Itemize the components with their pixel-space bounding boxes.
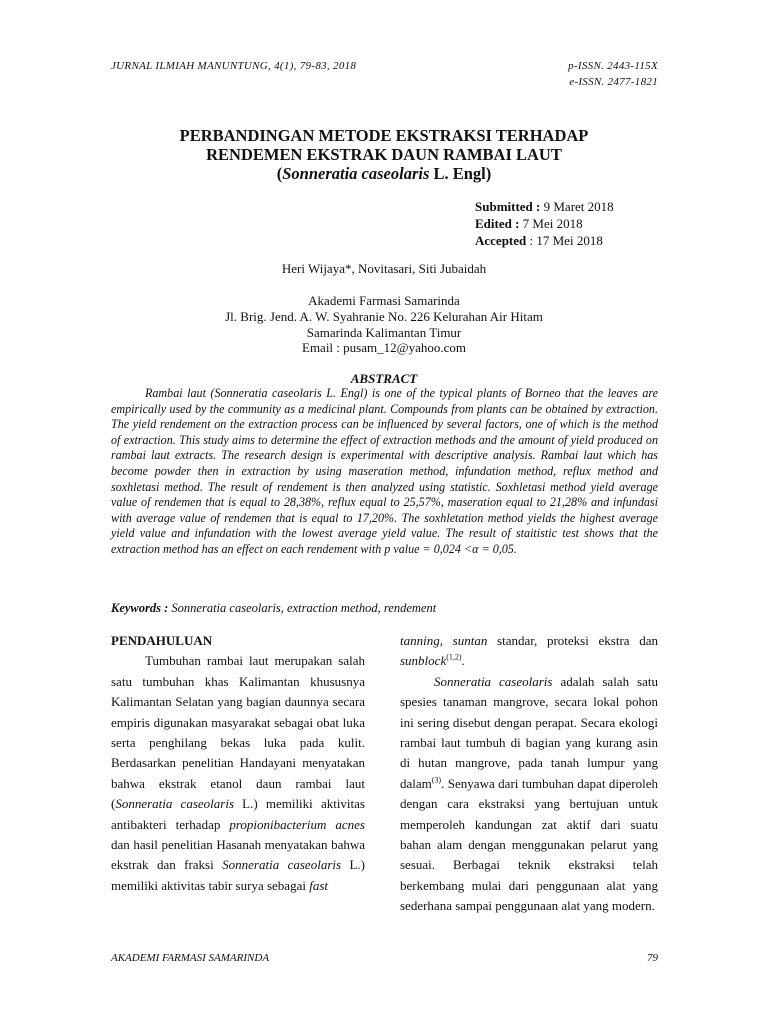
affiliation-address: Jl. Brig. Jend. A. W. Syahranie No. 226 Kelurahan Air Hitam <box>225 309 543 324</box>
accepted-date: Accepted : 17 Mei 2018 <box>475 233 603 248</box>
title-line-2: RENDEMEN EKSTRAK DAUN RAMBAI LAUT <box>206 145 562 164</box>
section-heading: PENDAHULUAN <box>111 633 213 648</box>
edited-date: Edited : 7 Mei 2018 <box>475 216 583 231</box>
keywords: Keywords : Sonneratia caseolaris, extraction method, rendement <box>111 601 437 615</box>
affiliation-city: Samarinda Kalimantan Timur <box>306 325 462 340</box>
abstract-text: Rambai laut (Sonneratia caseolaris L. Engl) is one of the typical plants of Borneo that the leaves are empirically used by the community as a medicinal plant. Compounds from plants can be obtained by extraction. The yield rendement on the extraction process can be influenced by several factors, one of which is the method of extraction. This study aims to determine the effect of extraction methods and the amount of yield produced on rambai laut extracts. The research design is experimental with descriptive analysis. Rambai laut which has become powder then in extraction by using maseration method, infundation method, reflux method and soxhletasi method. The result of rendement is then analyzed using statistic. Soxhletasi method yield average value of rendemen that is equal to 28,38%, reflux equal to 25,57%, maseration equal to 21,28% and infundasi with average value of rendemen that is equal to 17,20%. The soxhletation method yields the highest average yield value and infundation with the lowest average yield value. The result of staitistic test shows that the extraction method has an effect on each rendement with p value = 0,024 <α = 0,05. <box>111 386 658 556</box>
submission-dates <box>475 198 614 249</box>
citation-ref: (3) <box>431 775 442 785</box>
e-issn: e-ISSN. 2477-1821 <box>569 76 658 88</box>
intro-paragraph-1-continued: tanning, suntan standar, proteksi ekstra dan sunblock$^{(1,2)}$. <box>400 633 659 669</box>
left-column <box>111 631 365 896</box>
title-line-1: PERBANDINGAN METODE EKSTRAKSI TERHADAP <box>179 126 589 145</box>
page-number: 79 <box>647 952 658 964</box>
authors: Heri Wijaya*, Novitasari, Siti Jubaidah <box>281 261 487 276</box>
intro-paragraph-2: Sonneratia caseolaris adalah salah satu spesies tanaman mangrove, secara lokal pohon ini sering disebut dengan perapat. Secara ekologi rambai laut tumbuh di bagian yang kurang asin di hutan mangrove, pada tanah lumpur yang dalam$^{(3)}$. Senyawa dari tumbuhan dapat diperoleh dengan cara ekstraksi yang bertujuan untuk memperoleh kandungan zat aktif dari suatu bahan alam dengan menggunakan pelarut yang sesuai. Berbagai teknik ekstraksi telah berkembang mulai dari penggunaan alat yang sederhana sampai penggunaan alat yang modern. <box>400 673 658 914</box>
affiliation-email: Email : pusam_12@yahoo.com <box>302 340 466 355</box>
footer-institution: AKADEMI FARMASI SAMARINDA <box>111 952 270 964</box>
journal-header: JURNAL ILMIAH MANUNTUNG, 4(1), 79-83, 2018 <box>111 60 357 72</box>
submitted-date: Submitted : 9 Maret 2018 <box>475 199 614 214</box>
title-line-3: (Sonneratia caseolaris L. Engl) <box>276 164 492 183</box>
p-issn: p-ISSN. 2443-115X <box>568 60 658 72</box>
affiliation-institution: Akademi Farmasi Samarinda <box>308 293 460 308</box>
right-column <box>400 631 658 917</box>
abstract-heading: ABSTRACT <box>350 371 418 386</box>
citation-ref: (1,2) <box>446 653 462 663</box>
title-species: Sonneratia caseolaris <box>282 164 430 183</box>
intro-paragraph-1: Tumbuhan rambai laut merupakan salah satu tumbuhan khas Kalimantan khususnya Kalimantan Selatan yang bagian daunnya secara empiris digunakan masyarakat sebagai obat luka serta penghilang bekas luka pada kulit. Berdasarkan penelitian Handayani menyatakan bahwa ekstrak etanol daun rambai laut (Sonneratia caseolaris L.) memiliki aktivitas antibakteri terhadap propionibacterium acnes dan hasil penelitian Hasanah menyatakan bahwa ekstrak dan fraksi Sonneratia caseolaris L.) memiliki aktivitas tabir surya sebagai fast <box>111 653 365 893</box>
